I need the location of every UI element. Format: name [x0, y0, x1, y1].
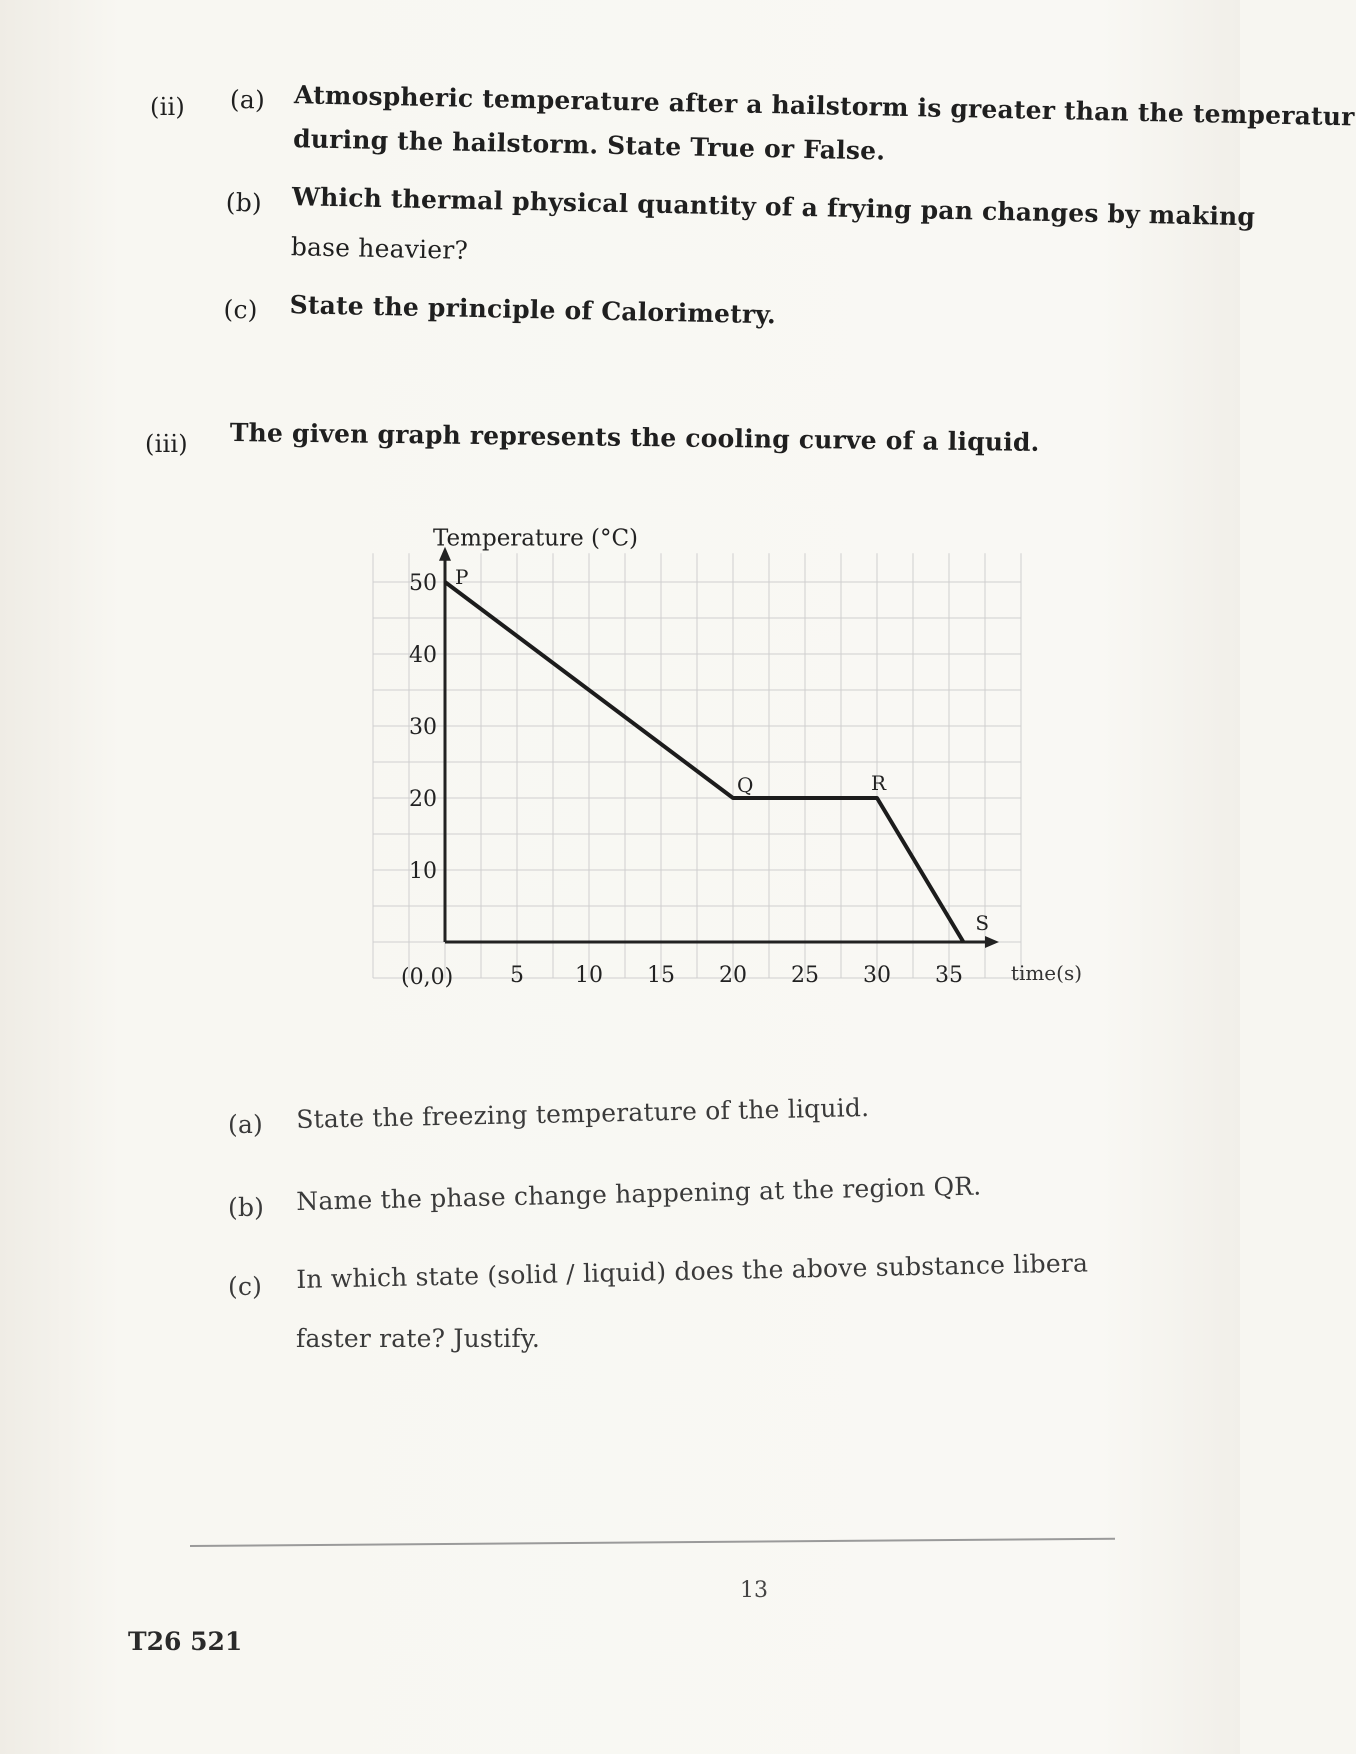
- y-tick-label: 40: [409, 643, 437, 668]
- paper-code: T26 521: [128, 1627, 243, 1656]
- y-axis-label: Temperature (°C): [433, 525, 639, 552]
- q-iii-c-label: (c): [228, 1272, 263, 1301]
- question-ii-label: (ii): [150, 93, 185, 121]
- q-ii-b-line1: Which thermal physical quantity of a frying pan changes by making: [291, 182, 1256, 232]
- q-ii-a-label: (a): [229, 84, 266, 115]
- q-iii-b-text: Name the phase change happening at the region QR.: [296, 1171, 982, 1216]
- question-iii-label: (iii): [145, 430, 188, 458]
- q-iii-c-line1: In which state (solid / liquid) does the above substance libera: [296, 1248, 1089, 1294]
- q-ii-a-line2: during the hailstorm. State True or False.: [292, 124, 886, 166]
- q-ii-c-label: (c): [223, 294, 258, 325]
- origin-label: (0,0): [401, 965, 454, 990]
- cooling-curve-chart: [385, 515, 1105, 1019]
- x-tick-label: 25: [791, 963, 819, 988]
- q-iii-c-line2: faster rate? Justify.: [296, 1324, 540, 1353]
- x-tick-label: 5: [510, 963, 524, 988]
- point-label-r: R: [871, 771, 887, 795]
- point-label-p: P: [455, 565, 469, 589]
- x-tick-label: 15: [647, 963, 675, 988]
- point-label-s: S: [975, 911, 990, 935]
- q-ii-b-line2: base heavier?: [290, 232, 469, 265]
- q-ii-b-label: (b): [225, 187, 263, 218]
- x-tick-label: 30: [863, 963, 891, 988]
- y-tick-label: 10: [409, 859, 437, 884]
- x-tick-label: 35: [935, 963, 963, 988]
- x-axis-arrow: [985, 936, 999, 948]
- q-ii-c-line1: State the principle of Calorimetry.: [289, 290, 777, 330]
- q-ii-a-line1: Atmospheric temperature after a hailstorm is greater than the temperatur: [293, 80, 1355, 132]
- q-iii-b-label: (b): [228, 1193, 265, 1222]
- cooling-curve-svg: [385, 515, 1105, 1015]
- y-tick-label: 50: [409, 571, 437, 596]
- q-iii-intro: The given graph represents the cooling curve of a liquid.: [229, 418, 1040, 457]
- page-number: 13: [740, 1578, 768, 1603]
- y-tick-label: 30: [409, 715, 437, 740]
- q-iii-a-text: State the freezing temperature of the liquid.: [296, 1093, 870, 1134]
- y-tick-label: 20: [409, 787, 437, 812]
- x-tick-label: 10: [575, 963, 603, 988]
- x-axis-label: time(s): [1010, 961, 1083, 985]
- q-iii-a-label: (a): [228, 1110, 264, 1139]
- x-tick-label: 20: [719, 963, 747, 988]
- point-label-q: Q: [737, 773, 754, 797]
